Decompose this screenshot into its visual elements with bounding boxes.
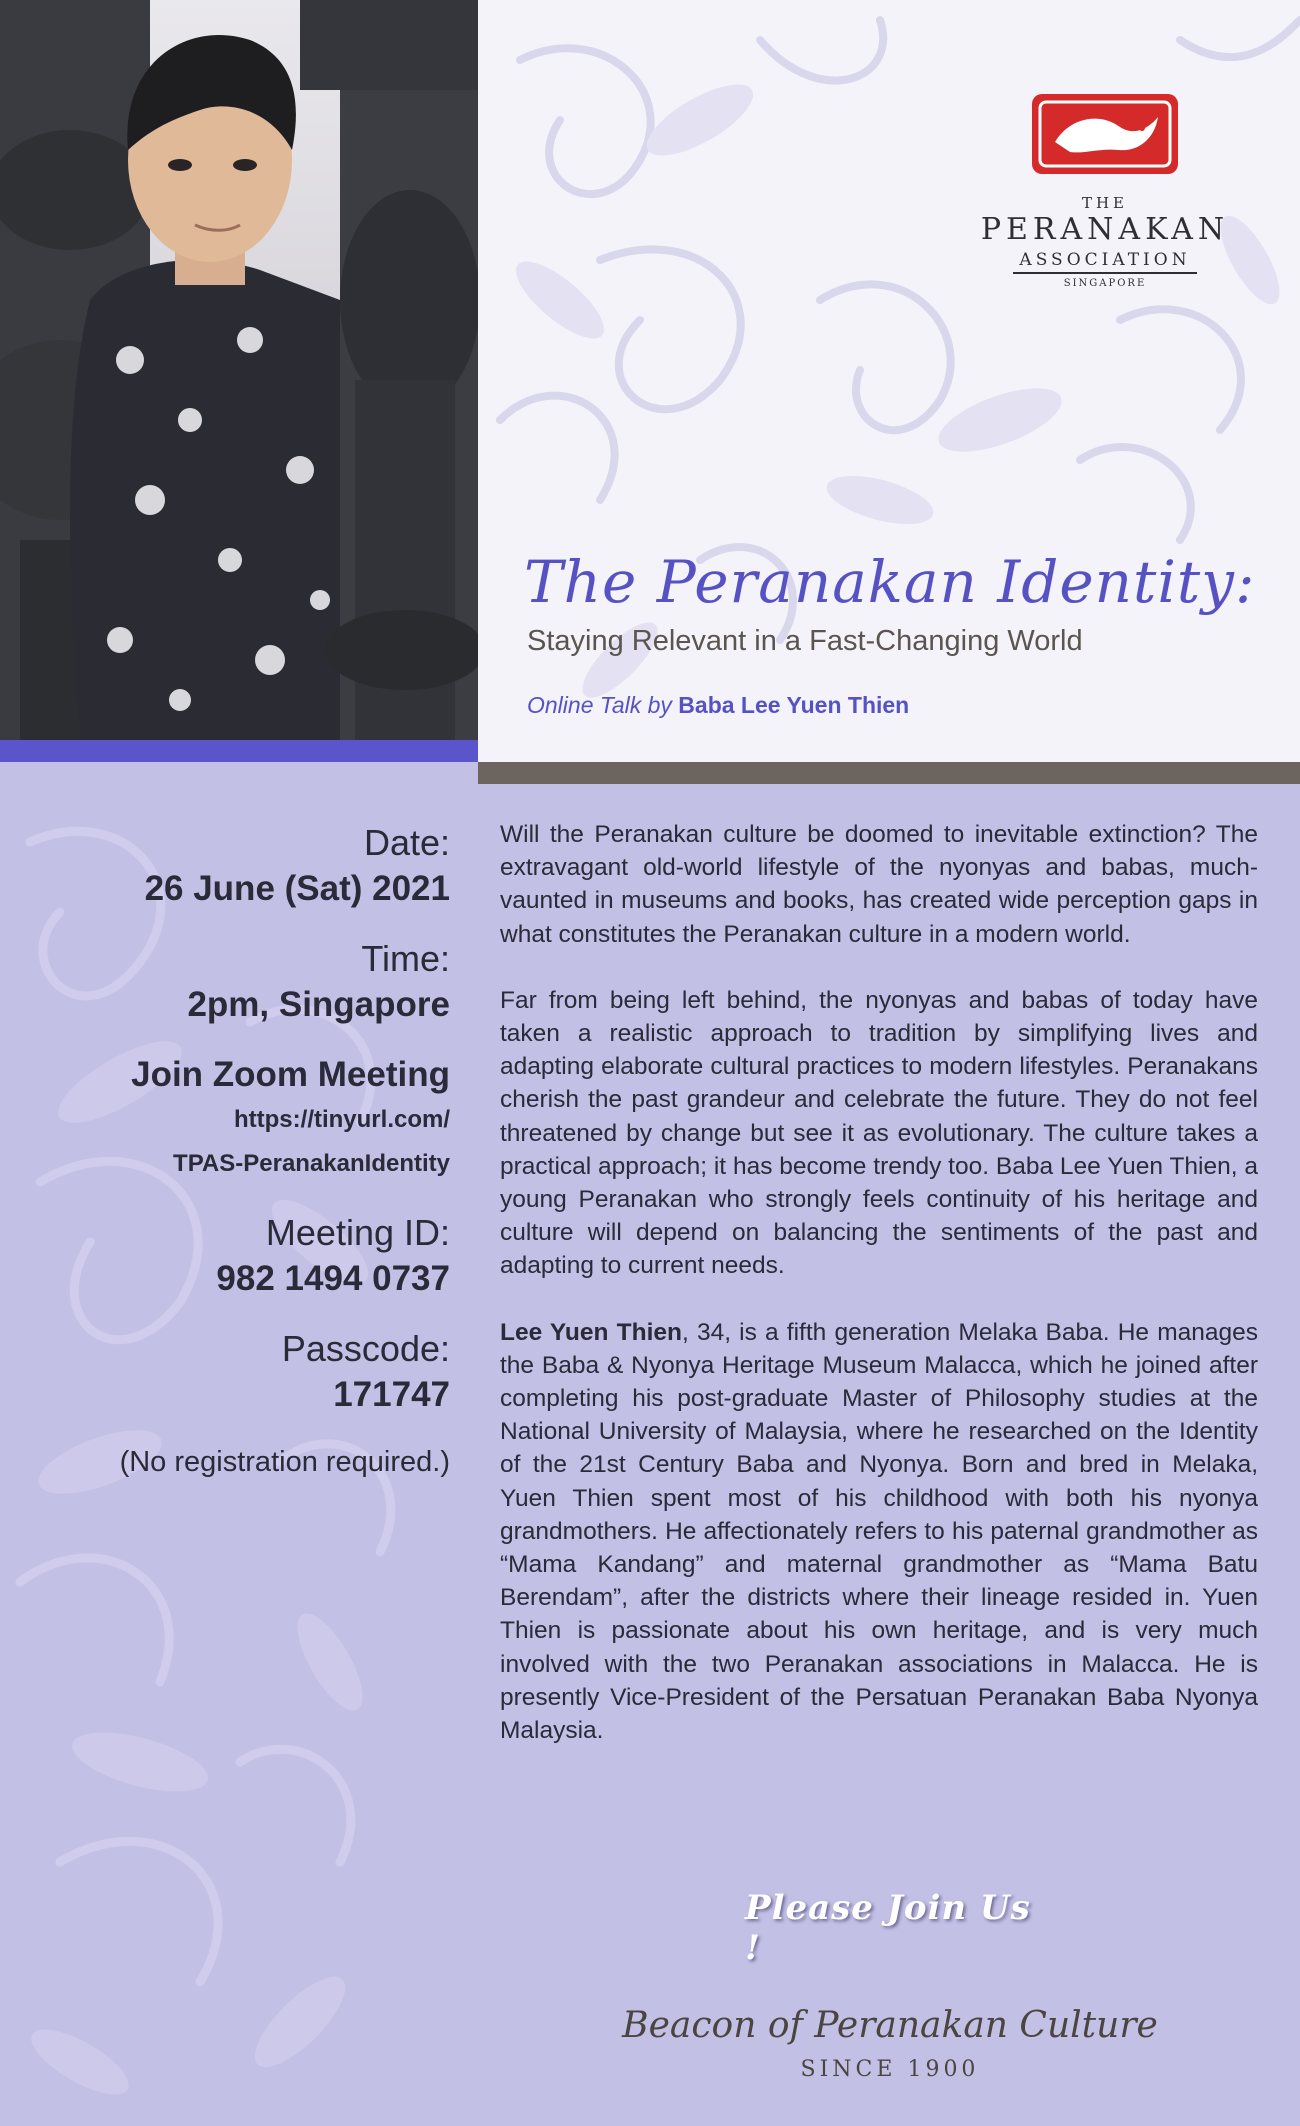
- hero-section: [0, 0, 1300, 762]
- logo-association-text: ASSOCIATION: [1013, 250, 1196, 274]
- speaker-photo-illustration: [0, 0, 478, 740]
- association-logo: [955, 92, 1255, 289]
- talk-subtitle: Staying Relevant in a Fast-Changing World: [527, 625, 1083, 657]
- time-value: 2pm, Singapore: [187, 985, 450, 1024]
- zoom-label: Join Zoom Meeting: [131, 1055, 450, 1094]
- phoenix-emblem-icon: [1030, 92, 1180, 176]
- description-paragraph-2: Far from being left behind, the nyonyas and babas of today have taken a realistic approach to tradition by simplifying lives and adapting elaborate cultural practices to modern lifestyles. Peranakans cherish the past grandeur and celebrate the future. They do not feel threatened by change but see it as evolutionary. The culture takes a practical approach; it has become trendy too. Baba Lee Yuen Thien, a young Peranakan who strongly feels continuity of his heritage and culture will depend on balancing the sentiments of the past and adapting to current needs.: [500, 986, 1258, 1280]
- description-paragraph-1: Will the Peranakan culture be doomed to inevitable extinction? The extravagant old-world lifestyle of the nyonyas and babas, much-vaunted in museums and books, has created wide perception gaps in what constitutes the Peranakan culture in a modern world.: [500, 821, 1258, 948]
- meeting-id-value: 982 1494 0737: [216, 1259, 450, 1298]
- byline-label: Online Talk by: [527, 692, 672, 718]
- zoom-link-line1[interactable]: https://tinyurl.com/: [234, 1106, 450, 1133]
- meeting-id-label: Meeting ID:: [265, 1212, 450, 1253]
- call-to-action: Please Join Us !: [745, 1888, 1031, 1968]
- description-paragraph-3: [500, 1316, 1258, 1748]
- talk-description: [500, 818, 1258, 1780]
- speaker-photo: [0, 0, 478, 740]
- logo-name-text: PERANAKAN: [980, 212, 1230, 247]
- photo-accent-bar: [0, 740, 478, 762]
- passcode-value: 171747: [333, 1375, 450, 1414]
- logo-country-text: SINGAPORE: [1063, 278, 1147, 289]
- talk-byline: [527, 692, 909, 719]
- since-text: SINCE 1900: [800, 2057, 980, 2082]
- talk-title: The Peranakan Identity:: [524, 548, 1256, 616]
- association-tagline: Beacon of Peranakan Culture: [622, 2005, 1158, 2046]
- speaker-bio-text: , 34, is a fifth generation Melaka Baba. He manages the Baba & Nyonya Heritage Museum Malacca, which he joined after completing his post-graduate Master of Philosophy studies at the National University of Malaysia, where he researched on the Identity of the 21st Century Baba and Nyonya. Born and bred in Melaka, Yuen Thien spent most of his childhood with both his nyonya grandmothers. He affectionately refers to his paternal grandmother as “Mama Kandang” and maternal grandmother as “Mama Batu Berendam”, after the districts where their lineage resided in. Yuen Thien is passionate about his own heritage, and is very much involved with the two Peranakan associations in Malacca. He is presently Vice-President of the Persatuan Peranakan Baba Nyonya Malaysia.: [500, 1318, 1259, 1745]
- time-label: Time:: [361, 938, 450, 979]
- date-label: Date:: [363, 822, 450, 863]
- event-details: [20, 820, 450, 1482]
- speaker-name: Baba Lee Yuen Thien: [678, 692, 910, 718]
- zoom-link-line2[interactable]: TPAS-PeranakanIdentity: [173, 1150, 450, 1177]
- logo-the-text: THE: [1081, 194, 1129, 212]
- passcode-label: Passcode:: [281, 1328, 450, 1369]
- speaker-bio-name: Lee Yuen Thien: [500, 1318, 682, 1346]
- registration-note: (No registration required.): [119, 1446, 450, 1478]
- date-value: 26 June (Sat) 2021: [144, 869, 450, 908]
